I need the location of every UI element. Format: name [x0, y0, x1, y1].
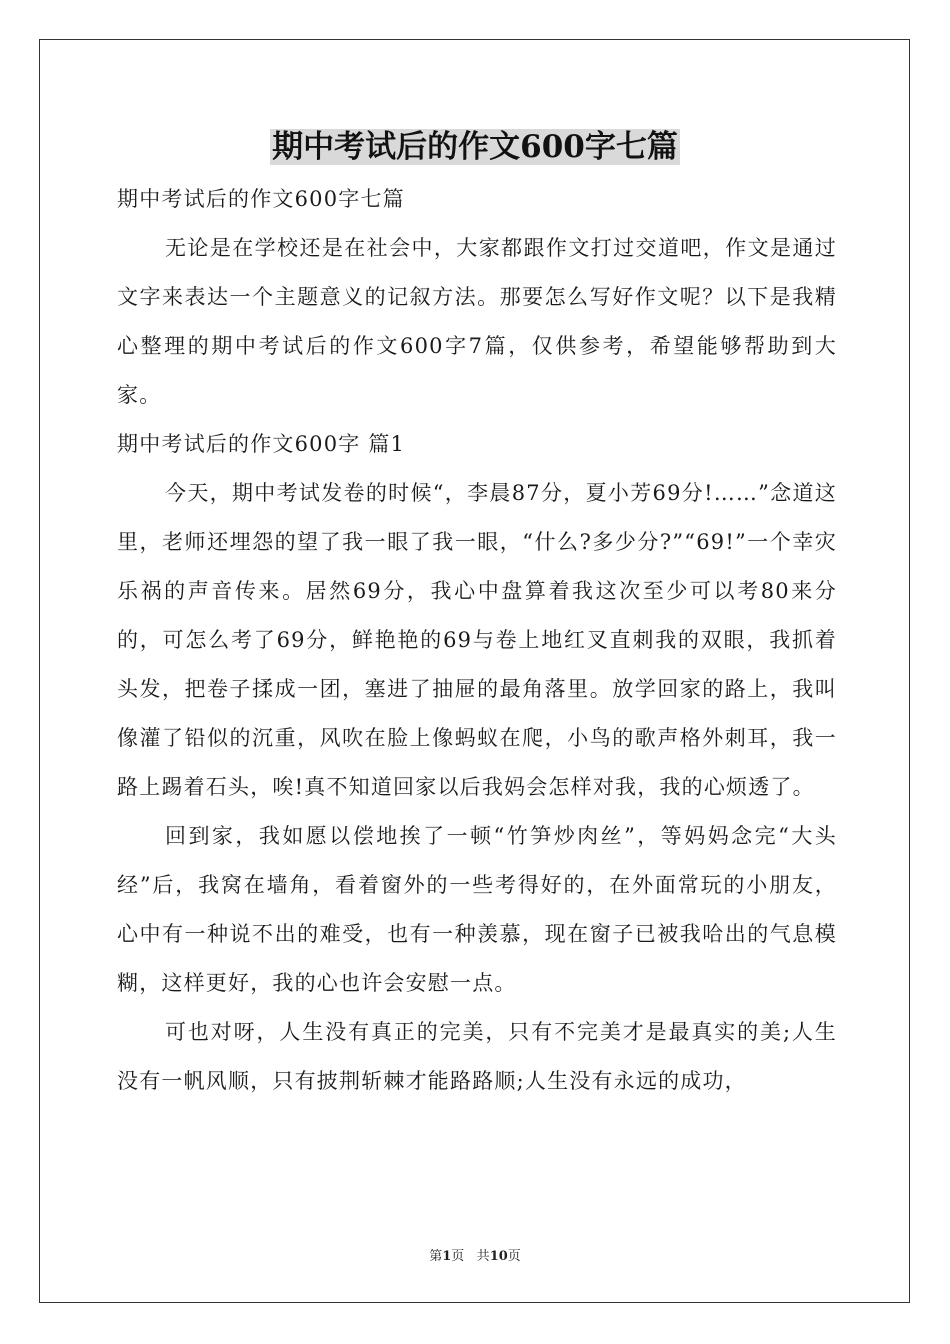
document-body — [117, 175, 837, 1106]
document-title-text: 期中考试后的作文600字七篇 — [272, 129, 678, 165]
document-title — [0, 124, 950, 170]
document-subtitle: 期中考试后的作文600字七篇 — [117, 187, 405, 211]
body-paragraph-2: 回到家，我如愿以偿地挨了一顿“竹笋炒肉丝”，等妈妈念完“大头经”后，我窝在墙角，看着窗外的一些考得好的，在外面常玩的小朋友，心中有一种说不出的难受，也有一种羡慕，现在窗子已被我哈出的气息模糊，这样更好，我的心也许会安慰一点。 — [117, 824, 837, 995]
page-suffix: 页 — [451, 1249, 465, 1264]
section-heading: 期中考试后的作文600字 篇1 — [117, 432, 406, 456]
body-paragraph-3: 可也对呀，人生没有真正的完美，只有不完美才是最真实的美;人生没有一帆风顺，只有披荆斩棘才能路路顺;人生没有永远的成功， — [117, 1020, 837, 1093]
body-paragraph-1: 今天，期中考试发卷的时候“，李晨87分，夏小芳69分!……”念道这里，老师还埋怨的望了我一眼了我一眼，“什么?多少分?”“69!”一个幸灾乐祸的声音传来。居然69分，我心中盘算着我这次至少可以考80来分的，可怎么考了69分，鲜艳艳的69与卷上地红叉直刺我的双眼，我抓着头发，把卷子揉成一团，塞进了抽屉的最角落里。放学回家的路上，我叫像灌了铅似的沉重，风吹在脸上像蚂蚁在爬，小鸟的歌声格外刺耳，我一路上踢着石头，唉!真不知道回家以后我妈会怎样对我，我的心烦透了。 — [117, 481, 837, 799]
intro-paragraph: 无论是在学校还是在社会中，大家都跟作文打过交道吧，作文是通过文字来表达一个主题意义的记叙方法。那要怎么写好作文呢？以下是我精心整理的期中考试后的作文600字7篇，仅供参考，希望能够帮助到大家。 — [117, 236, 837, 407]
total-suffix: 页 — [507, 1249, 521, 1264]
page-total: 10 — [489, 1249, 508, 1264]
page-current: 1 — [442, 1249, 452, 1264]
page-footer — [0, 1245, 950, 1264]
total-prefix: 共 — [476, 1249, 490, 1264]
page-prefix: 第 — [429, 1249, 443, 1264]
